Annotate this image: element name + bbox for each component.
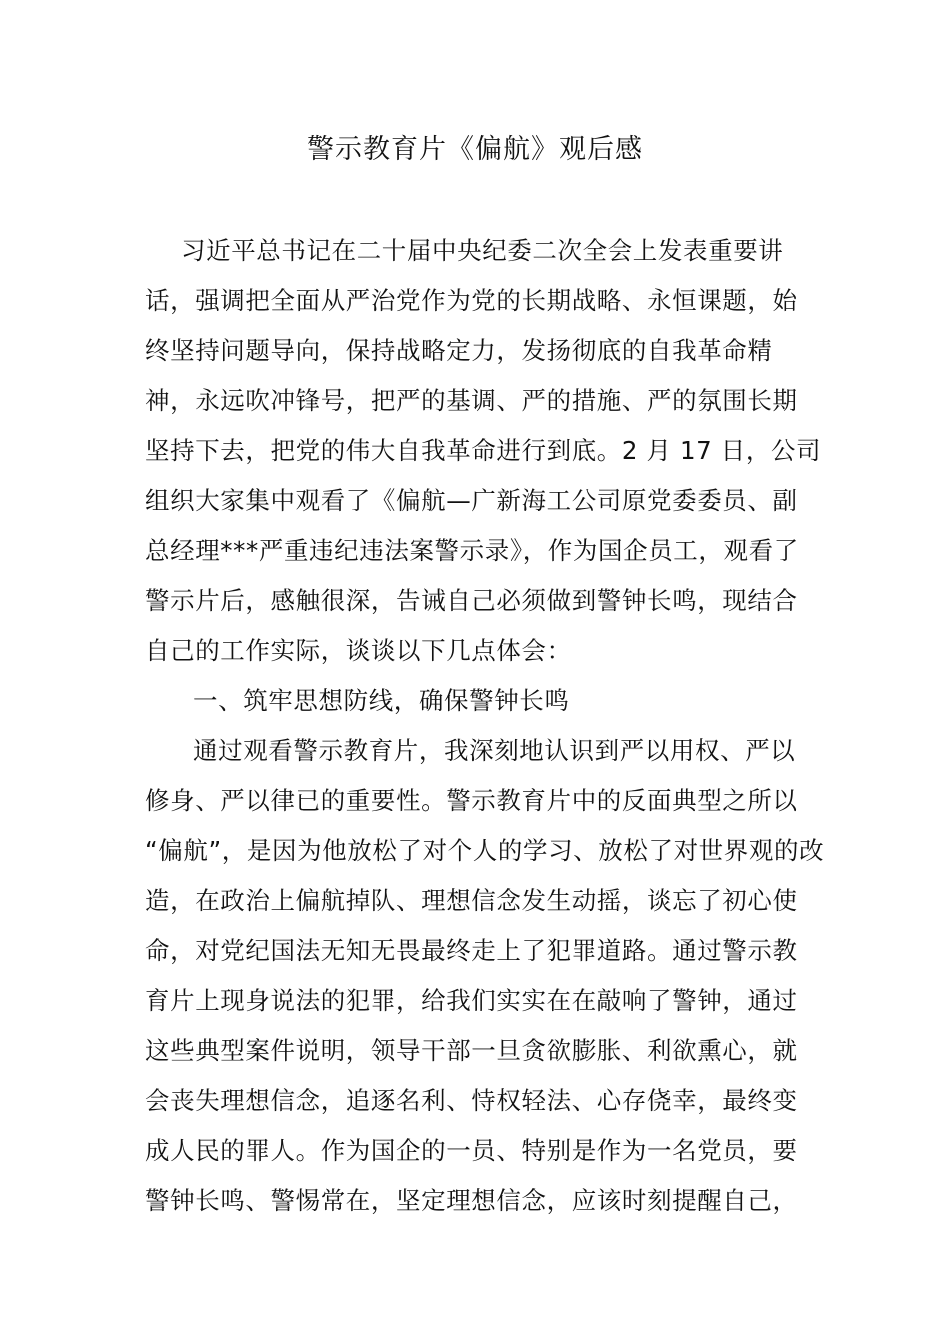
body-line: 自己的工作实际，谈谈以下几点体会： [145,636,572,665]
body-line: 终坚持问题导向，保持战略定力，发扬彻底的自我革命精 [145,336,773,365]
section-heading: 一、筑牢思想防线，确保警钟长鸣 [193,686,570,715]
body-line: 通过观看警示教育片，我深刻地认识到严以用权、严以 [193,736,796,765]
body-line: 这些典型案件说明，领导干部一旦贪欲膨胀、利欲熏心，就 [145,1036,798,1065]
body-line: 命，对党纪国法无知无畏最终走上了犯罪道路。通过警示教 [145,936,798,965]
body-line: 神，永远吹冲锋号，把严的基调、严的措施、严的氛围长期 [145,386,798,415]
body-line: 组织大家集中观看了《偏航—广新海工公司原党委委员、副 [145,486,798,515]
body-line: 警示片后，感触很深，告诫自己必须做到警钟长鸣，现结合 [145,586,798,615]
body-line: 习近平总书记在二十届中央纪委二次全会上发表重要讲 [181,236,784,265]
body-line: 修身、严以律已的重要性。警示教育片中的反面典型之所以 [145,786,798,815]
body-line: 成人民的罪人。作为国企的一员、特别是作为一名党员，要 [145,1136,798,1165]
document-title: 警示教育片《偏航》观后感 [307,134,643,165]
body-line: 育片上现身说法的犯罪，给我们实实在在敲响了警钟，通过 [145,986,798,1015]
body-line: 会丧失理想信念，追逐名利、恃权轻法、心存侥幸，最终变 [145,1086,798,1115]
body-line: “偏航”，是因为他放松了对个人的学习、放松了对世界观的改 [145,836,825,865]
body-line: 总经理***严重违纪违法案警示录》，作为国企员工，观看了 [145,536,799,565]
body-line: 警钟长鸣、警惕常在，坚定理想信念，应该时刻提醒自己， [145,1186,798,1215]
body-line: 话，强调把全面从严治党作为党的长期战略、永恒课题，始 [145,286,798,315]
body-line: 造，在政治上偏航掉队、理想信念发生动摇，谈忘了初心使 [145,886,798,915]
body-line: 坚持下去，把党的伟大自我革命进行到底。2 月 17 日，公司 [145,436,822,465]
